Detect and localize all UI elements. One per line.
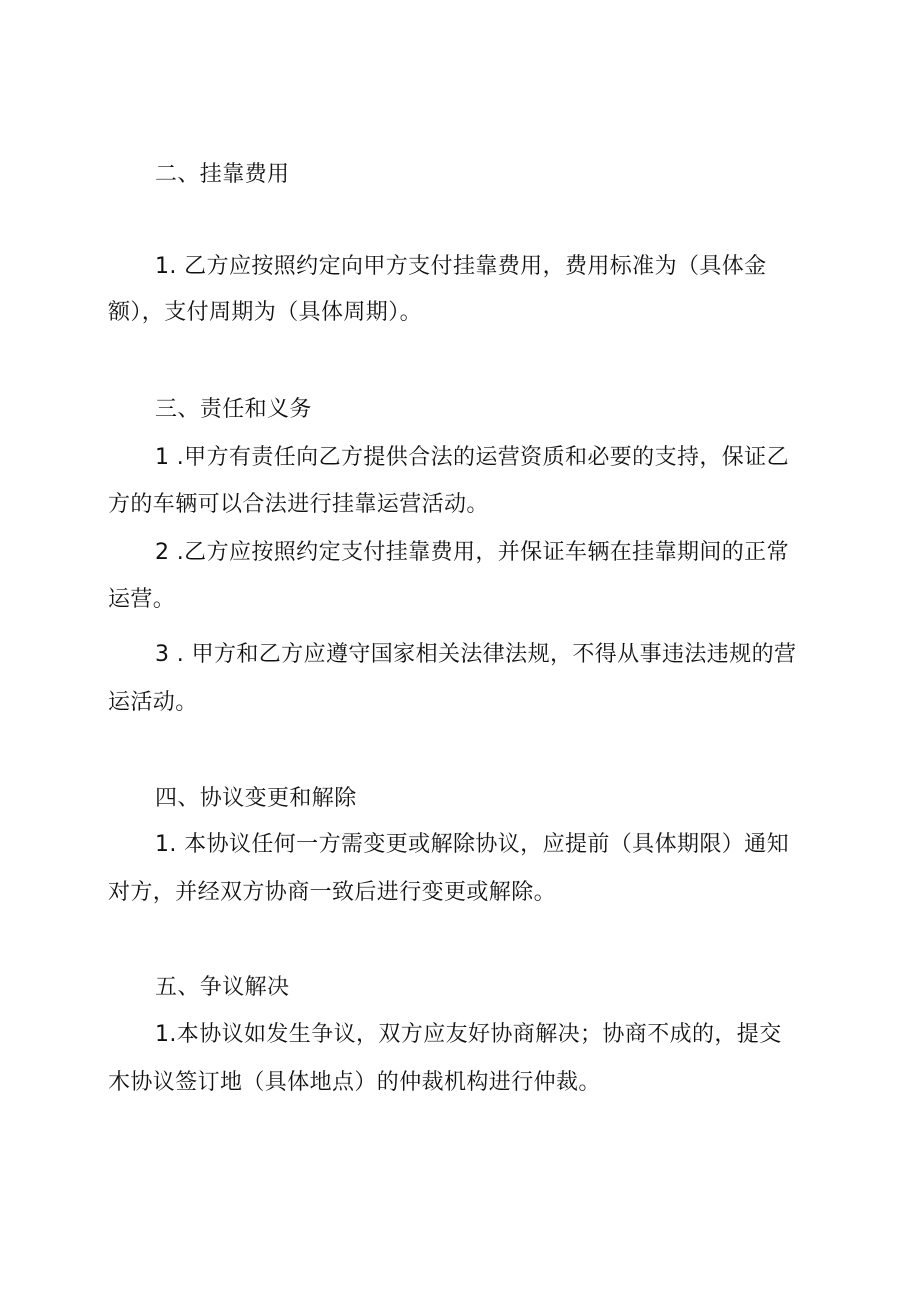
amendment-clause-1-line-2: 对方，并经双方协商一致后进行变更或解除。 xyxy=(108,880,557,905)
responsibilities-clause-3-line-1: 3 . 甲方和乙方应遵守国家相关法律法规，不得从事违法违规的营 xyxy=(155,642,797,667)
responsibilities-clause-1-line-1: 1 .甲方有责任向乙方提供合法的运营资质和必要的支持，保证乙 xyxy=(155,445,789,470)
section-heading-amendment: 四、协议变更和解除 xyxy=(155,786,357,811)
section-heading-dispute: 五、争议解决 xyxy=(155,975,290,1000)
responsibilities-clause-2-line-1: 2 .乙方应按照约定支付挂靠费用，并保证车辆在挂靠期间的正常 xyxy=(155,540,789,565)
dispute-clause-1-line-1: 1.本协议如发生争议，双方应友好协商解决；协商不成的，提交 xyxy=(155,1022,782,1047)
fees-clause-1-line-1: 1. 乙方应按照约定向甲方支付挂靠费用，费用标准为（具体金 xyxy=(155,254,767,279)
section-heading-responsibilities: 三、责任和义务 xyxy=(155,397,312,422)
dispute-clause-1-line-2: 木协议签订地（具体地点）的仲裁机构进行仲裁。 xyxy=(108,1070,601,1095)
section-heading-fees: 二、挂靠费用 xyxy=(155,162,290,187)
responsibilities-clause-1-line-2: 方的车辆可以合法进行挂靠运营活动。 xyxy=(108,492,489,517)
fees-clause-1-line-2: 额），支付周期为（具体周期）。 xyxy=(108,300,423,325)
responsibilities-clause-2-line-2: 运营。 xyxy=(108,587,176,612)
responsibilities-clause-3-line-2: 运活动。 xyxy=(108,690,198,715)
amendment-clause-1-line-1: 1. 本协议任何一方需变更或解除协议，应提前（具体期限）通知 xyxy=(155,832,789,857)
